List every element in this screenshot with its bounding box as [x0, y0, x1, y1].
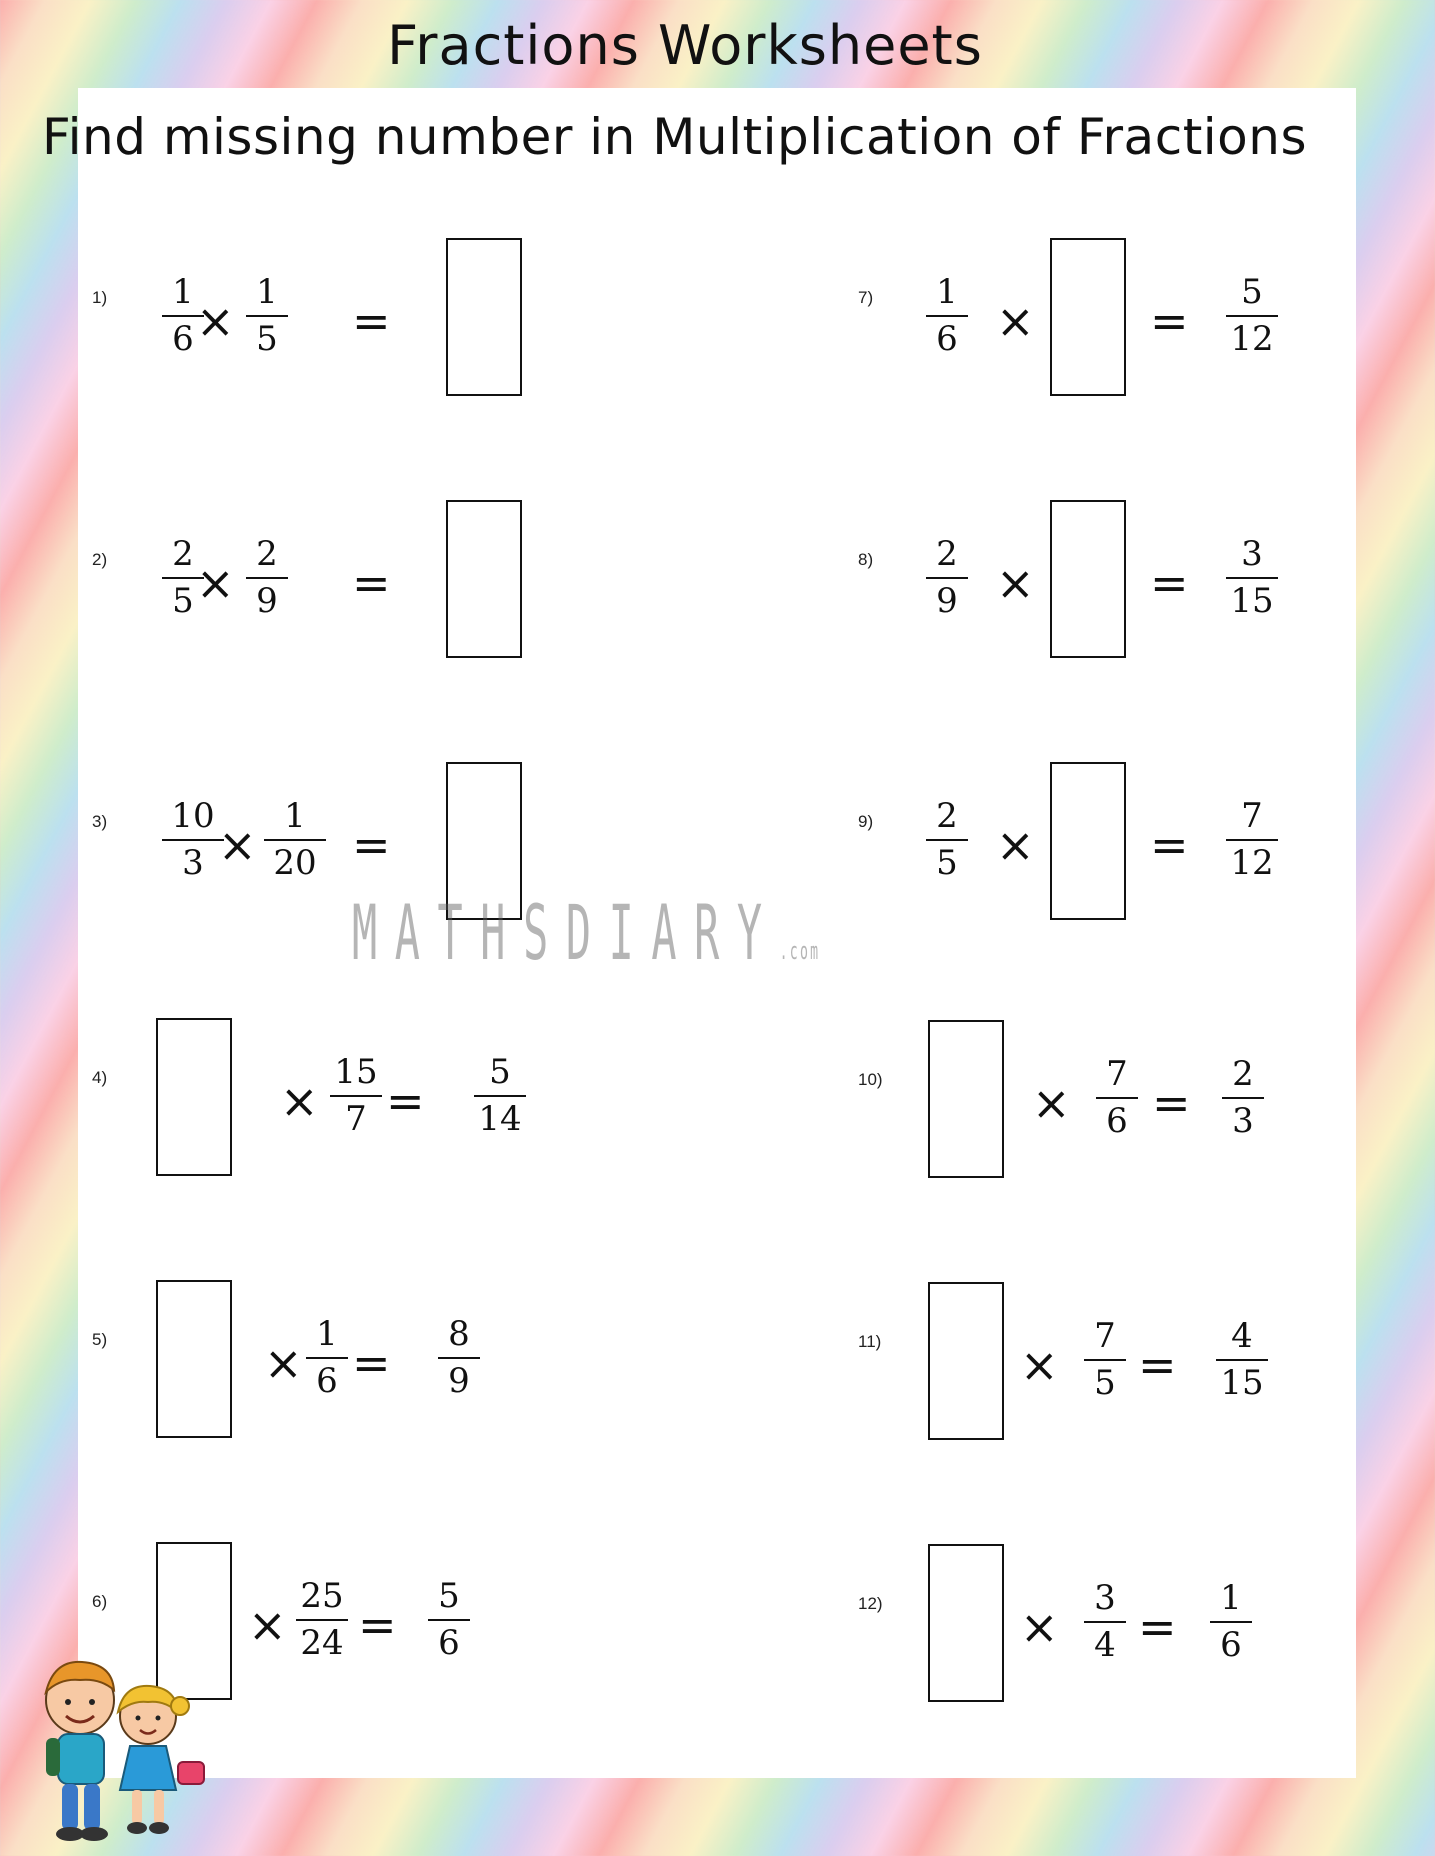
fraction-bar — [306, 1357, 348, 1359]
fraction-result — [414, 1576, 484, 1663]
equals-sign: = — [352, 818, 391, 872]
fraction-result — [1212, 272, 1292, 359]
fraction-bar — [1222, 1097, 1264, 1099]
times-sign: × — [218, 818, 257, 872]
equals-sign: = — [1150, 818, 1189, 872]
fraction-result — [1212, 534, 1292, 621]
problem-2 — [90, 500, 690, 670]
problem-4 — [90, 1018, 690, 1188]
fraction-a — [912, 796, 982, 883]
fraction-bar — [1216, 1359, 1268, 1361]
fraction-result — [1212, 796, 1292, 883]
problem-number: 6) — [92, 1592, 108, 1611]
denominator: 15 — [1230, 581, 1274, 621]
problem-number: 5) — [92, 1330, 108, 1349]
numerator: 1 — [1220, 1578, 1242, 1618]
problem-number: 3) — [92, 812, 108, 831]
problem-number: 2) — [92, 550, 108, 569]
equals-sign: = — [352, 294, 391, 348]
problem-7 — [856, 238, 1435, 408]
denominator: 3 — [1232, 1101, 1254, 1141]
numerator: 5 — [438, 1576, 460, 1616]
fraction-bar — [438, 1357, 480, 1359]
denominator: 9 — [256, 581, 278, 621]
numerator: 3 — [1094, 1578, 1116, 1618]
fraction-bar — [926, 315, 968, 317]
times-sign: × — [1020, 1338, 1059, 1392]
answer-box[interactable] — [928, 1020, 1004, 1178]
problem-8 — [856, 500, 1435, 670]
numerator: 5 — [1241, 272, 1263, 312]
times-sign: × — [996, 294, 1035, 348]
equals-sign: = — [1150, 294, 1189, 348]
fraction-result — [1208, 1054, 1278, 1141]
problem-number: 11) — [858, 1332, 882, 1351]
answer-box[interactable] — [446, 500, 522, 658]
fraction-bar — [296, 1619, 348, 1621]
fraction-result — [460, 1052, 540, 1139]
problem-number: 10) — [858, 1070, 883, 1089]
denominator: 5 — [256, 319, 278, 359]
problem-number: 12) — [858, 1594, 883, 1613]
two-kids-illustration — [20, 1650, 220, 1850]
times-sign: × — [1020, 1600, 1059, 1654]
fraction-bar — [246, 577, 288, 579]
fraction-bar — [926, 839, 968, 841]
fraction-bar — [474, 1095, 526, 1097]
numerator: 2 — [936, 534, 958, 574]
fraction-bar — [246, 315, 288, 317]
fraction-bar — [1226, 315, 1278, 317]
page-title: Fractions Worksheets — [387, 14, 983, 77]
times-sign: × — [1032, 1076, 1071, 1130]
page-subtitle: Find missing number in Multiplication of Fractions — [42, 108, 1308, 166]
equals-sign: = — [1138, 1600, 1177, 1654]
denominator: 7 — [345, 1099, 367, 1139]
numerator: 4 — [1231, 1316, 1253, 1356]
problem-5 — [90, 1280, 690, 1450]
denominator: 6 — [316, 1361, 338, 1401]
denominator: 14 — [478, 1099, 522, 1139]
problem-number: 7) — [858, 288, 874, 307]
numerator: 7 — [1106, 1054, 1128, 1094]
answer-box[interactable] — [1050, 762, 1126, 920]
numerator: 1 — [284, 796, 306, 836]
times-sign: × — [996, 818, 1035, 872]
problem-10 — [856, 1020, 1435, 1190]
answer-box[interactable] — [156, 1018, 232, 1176]
equals-sign: = — [352, 1336, 391, 1390]
answer-box[interactable] — [156, 1280, 232, 1438]
fraction-b — [282, 1576, 362, 1663]
problem-9 — [856, 762, 1435, 932]
numerator: 1 — [256, 272, 278, 312]
denominator: 12 — [1230, 319, 1274, 359]
denominator: 6 — [438, 1623, 460, 1663]
answer-box[interactable] — [1050, 238, 1126, 396]
equals-sign: = — [386, 1074, 425, 1128]
denominator: 5 — [1094, 1363, 1116, 1403]
times-sign: × — [248, 1598, 287, 1652]
fraction-bar — [264, 839, 326, 841]
times-sign: × — [196, 294, 235, 348]
denominator: 20 — [273, 843, 317, 883]
watermark-suffix: .com — [779, 937, 821, 965]
fraction-b — [1070, 1316, 1140, 1403]
numerator: 10 — [171, 796, 215, 836]
fraction-result — [424, 1314, 494, 1401]
fraction-a — [912, 272, 982, 359]
answer-box[interactable] — [446, 238, 522, 396]
watermark — [352, 888, 820, 977]
equals-sign: = — [358, 1598, 397, 1652]
denominator: 6 — [936, 319, 958, 359]
denominator: 3 — [182, 843, 204, 883]
numerator: 2 — [1232, 1054, 1254, 1094]
equals-sign: = — [352, 556, 391, 610]
problem-1 — [90, 238, 690, 408]
denominator: 9 — [448, 1361, 470, 1401]
times-sign: × — [196, 556, 235, 610]
fraction-result — [1196, 1578, 1266, 1665]
numerator: 3 — [1241, 534, 1263, 574]
numerator: 7 — [1094, 1316, 1116, 1356]
numerator: 2 — [936, 796, 958, 836]
fraction-b — [1070, 1578, 1140, 1665]
times-sign: × — [264, 1336, 303, 1390]
fraction-bar — [1226, 577, 1278, 579]
times-sign: × — [996, 556, 1035, 610]
problem-12 — [856, 1544, 1435, 1714]
denominator: 12 — [1230, 843, 1274, 883]
answer-box[interactable] — [928, 1544, 1004, 1702]
equals-sign: = — [1152, 1076, 1191, 1130]
fraction-a — [912, 534, 982, 621]
numerator: 5 — [489, 1052, 511, 1092]
fraction-b — [232, 534, 302, 621]
times-sign: × — [280, 1074, 319, 1128]
numerator: 15 — [334, 1052, 378, 1092]
numerator: 25 — [300, 1576, 344, 1616]
fraction-bar — [1084, 1359, 1126, 1361]
fraction-result — [1202, 1316, 1282, 1403]
denominator: 15 — [1220, 1363, 1264, 1403]
answer-box[interactable] — [1050, 500, 1126, 658]
denominator: 9 — [936, 581, 958, 621]
fraction-b — [250, 796, 340, 883]
fraction-bar — [926, 577, 968, 579]
fraction-bar — [1210, 1621, 1252, 1623]
fraction-b — [1082, 1054, 1152, 1141]
numerator: 1 — [172, 272, 194, 312]
girl-figure — [118, 1686, 204, 1834]
denominator: 24 — [300, 1623, 344, 1663]
numerator: 1 — [316, 1314, 338, 1354]
boy-figure — [46, 1662, 114, 1841]
denominator: 6 — [1106, 1101, 1128, 1141]
numerator: 8 — [448, 1314, 470, 1354]
problem-number: 8) — [858, 550, 874, 569]
numerator: 1 — [936, 272, 958, 312]
problem-11 — [856, 1282, 1435, 1452]
denominator: 5 — [172, 581, 194, 621]
equals-sign: = — [1150, 556, 1189, 610]
fraction-bar — [428, 1619, 470, 1621]
denominator: 6 — [172, 319, 194, 359]
answer-box[interactable] — [928, 1282, 1004, 1440]
fraction-bar — [162, 839, 224, 841]
problem-number: 4) — [92, 1068, 108, 1087]
fraction-bar — [330, 1095, 382, 1097]
fraction-bar — [1226, 839, 1278, 841]
equals-sign: = — [1138, 1338, 1177, 1392]
denominator: 5 — [936, 843, 958, 883]
fraction-bar — [1096, 1097, 1138, 1099]
problem-number: 1) — [92, 288, 108, 307]
fraction-b — [232, 272, 302, 359]
numerator: 2 — [256, 534, 278, 574]
watermark-text: MATHSDIARY — [352, 888, 780, 977]
denominator: 6 — [1220, 1625, 1242, 1665]
numerator: 2 — [172, 534, 194, 574]
fraction-bar — [1084, 1621, 1126, 1623]
denominator: 4 — [1094, 1625, 1116, 1665]
fraction-b — [316, 1052, 396, 1139]
problem-number: 9) — [858, 812, 874, 831]
numerator: 7 — [1241, 796, 1263, 836]
